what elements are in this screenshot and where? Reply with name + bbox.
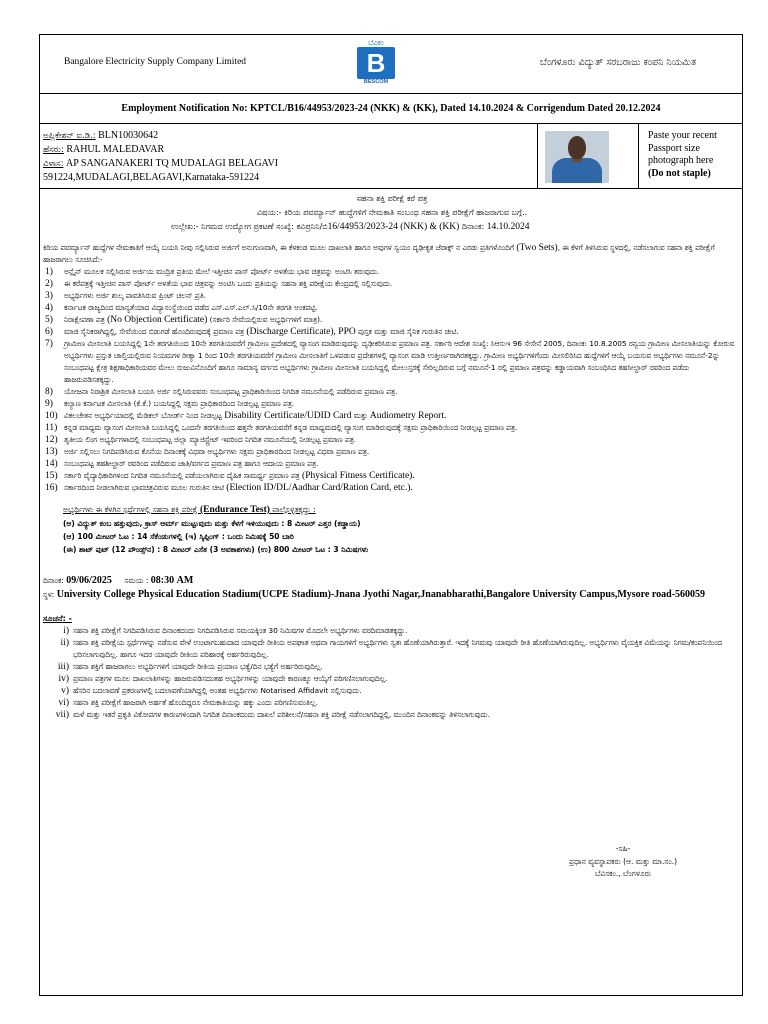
company-name-kannada: ಬೆಂಗಳೂರು ವಿದ್ಯುತ್ ಸರಬರಾಜು ಕಂಪನಿ ನಿಯಮಿತ xyxy=(540,57,696,68)
document-item xyxy=(43,302,741,314)
documents-list xyxy=(43,266,741,494)
letter-body xyxy=(43,192,741,721)
document-item xyxy=(43,290,741,302)
document-item xyxy=(43,314,741,326)
document-item xyxy=(43,338,741,386)
item-text: ಅಭ್ಯರ್ಥಿಗಳು ಅರ್ಜಿ ಶುಲ್ಕ ಪಾವತಿಸಿರುವ ಪ್ರಿಂಟ್ ಚಲನ್ ಪ್ರತಿ. xyxy=(64,291,206,300)
item-text: ಈ ಕರೆಪತ್ರಕ್ಕೆ ಇತ್ತೀಚಿನ ಪಾಸ್ ಪೋರ್ಟ್ ಅಳತೆಯ ಭಾವ ಚಿತ್ರವನ್ನು ಅಂಟಿಸಿ ಒಂದು ಪ್ರತಿಯನ್ನು ಸಹನಾ ಶಕ್ತಿ ಪರೀಕ್ಷೆಯ ಕೇಂದ್ರದಲ್ಲಿ ಸಲ್ಲಿಸುವುದು. xyxy=(64,279,393,288)
item-text: ಸಂಬಂಧಪಟ್ಟ ತಹಶೀಲ್ದಾರ್ ರವರಿಂದ ಪಡೆದಿರುವ ಜಾತಿ/ವರ್ಗದ ಪ್ರಮಾಣ ಪತ್ರ ಹಾಗೂ ಆದಾಯ ಪ್ರಮಾಣ ಪತ್ರ. xyxy=(64,459,319,468)
name-value: RAHUL MALEDAVAR xyxy=(66,144,165,155)
item-number: 8) xyxy=(45,387,53,397)
application-id-label: ಅಪ್ಲಿಕೇಶನ್ ಐ.ಡಿ.: xyxy=(43,131,96,141)
signature-block xyxy=(518,843,728,881)
letter-intro xyxy=(43,242,741,266)
item-text-english: (Physical Fitness Certificate). xyxy=(302,471,415,481)
note-number: i) xyxy=(63,626,69,636)
document-item xyxy=(43,446,741,458)
note-item xyxy=(43,637,741,661)
item-text-english: Audiometry Report. xyxy=(369,411,447,421)
signatory-organization: ಬೆವಿಸಕಂ., ಬೆಂಗಳೂರು xyxy=(594,869,652,878)
document-item xyxy=(43,434,741,446)
note-text: ಪ್ರಮಾಣ ಪತ್ರಗಳ ಮೂಲ ದಾಖಲಾತಿಗಳನ್ನು ಹಾಜರುಪಡಿಸದಂತಹ ಅಭ್ಯರ್ಥಿಗಳನ್ನು ಯಾವುದೇ ಕಾರಣಕ್ಕೂ ಆಯ್ಕೆಗೆ ಪರಿಗಣಿಸಲಾಗುವುದಿಲ್ಲ. xyxy=(73,674,388,683)
item-text: ಪುಸ್ತಕ ಮತ್ತು ಮಾಜಿ ಸೈನಿಕ ಗುರುತಿನ ಚೀಟಿ. xyxy=(355,327,459,336)
note-item xyxy=(43,685,741,697)
item-text: ಕಲ್ಯಾಣ ಕರ್ನಾಟಕ ಮೀಸಲಾತಿ (ಕೆ.ಕೆ.) ಬಯಸಿದ್ದಲ್ಲಿ ಸಕ್ಷಮ ಪ್ರಾಧಿಕಾರದಿಂದ ನೀಡಲ್ಪಟ್ಟ ಪ್ರಮಾಣ ಪತ್ರ. xyxy=(64,399,295,408)
note-number: iv) xyxy=(58,674,69,684)
endurance-heading-text: ಅಭ್ಯರ್ಥಿಗಳು ಈ ಕೆಳಗಿನ ಸ್ಪರ್ಧೆಗಳಲ್ಲಿ ಸಹನಾ ಶಕ್ತಿ ಪರೀಕ್ಷೆ xyxy=(63,505,200,514)
company-name-english: Bangalore Electricity Supply Company Limited xyxy=(64,57,247,67)
item-number: 3) xyxy=(45,291,53,301)
document-item xyxy=(43,410,741,422)
photo-instructions-cell xyxy=(638,124,742,188)
item-number: 16) xyxy=(45,483,58,493)
item-text: ಮತ್ತು xyxy=(351,411,370,420)
test-time: 08:30 AM xyxy=(150,575,194,586)
note-number: vii) xyxy=(55,710,69,720)
name-row xyxy=(43,143,278,157)
signatory-designation: ಪ್ರಧಾನ ವ್ಯವಸ್ಥಾಪಕರು (ಆ. ಮತ್ತು ಮಾ.ಸಂ.) xyxy=(568,856,678,866)
item-text: ಕರ್ನಾಟಕ ರಾಜ್ಯದಿಂದ ಮಾನ್ಯತೆಯಾದ ವಿದ್ಯಾಸಂಸ್ಥೆಯಿಂದ ಪಡೆದ ಎಸ್.ಎಸ್.ಎಲ್.ಸಿ/10ನೇ ತರಗತಿ ಅಂಕಪಟ್ಟಿ. xyxy=(64,303,318,312)
note-number: vi) xyxy=(58,698,69,708)
document-item xyxy=(43,326,741,338)
letter-subject: ವಿಷಯ:- ಕಿರಿಯ ಪವರ್ಮ್ಯಾನ್ ಹುದ್ದೆಗಳಿಗೆ ನೇಮಕಾತಿ ಸಂಬಂಧ ಸಹನಾ ಶಕ್ತಿ ಪರೀಕ್ಷೆಗೆ ಹಾಜರಾಗುವ ಬಗ್ಗೆ.. xyxy=(256,208,528,217)
item-number: 15) xyxy=(45,471,58,481)
item-number: 6) xyxy=(45,327,53,337)
photo-instructions xyxy=(648,130,717,180)
bescom-logo xyxy=(356,39,396,87)
item-text: ನಿರಾಕ್ಷೇಪಣಾ ಪತ್ರ xyxy=(64,315,108,324)
item-number: 11) xyxy=(45,423,58,433)
note-text: ಸಹನಾ ಶಕ್ತಿ ಪರೀಕ್ಷೆಯ ಸ್ಪರ್ಧೆಗಳನ್ನು ನಡೆಸುವ ವೇಳೆ ಉಂಟಾಗಬಹುದಾದ ಯಾವುದೇ ರೀತಿಯ ಅಪಘಾತ ಅಥವಾ ಗಾಯಗಳಿಗೆ ಅಭ್ಯರ್ಥಿಗಳು ಸ್ವತಃ ಹೊಣೆಯಾಗಿರುತ್ತಾರೆ. ಇದಕ್ಕೆ ನಿಗಮವು ಯಾವುದೇ ರೀತಿ ಹೊಣೆಯಾಗಿರುವುದಿಲ್ಲ. ಅಭ್ಯರ್ಥಿಗಳು ವೈಯಕ್ತಿಕ ವಿಮೆಯನ್ನು ನಿಗಮ/ಕಂಪನಿಯಿಂದ ಭರಿಸಲಾಗುವುದಿಲ್ಲ. ಹಾಗೂ ಇದರ ಯಾವುದೇ ರೀತಿಯ ಪರಿಹಾರಕ್ಕೆ ಅರ್ಹರಿರುವುದಿಲ್ಲ. xyxy=(73,638,723,659)
endurance-test-section xyxy=(43,503,741,556)
letter-reference xyxy=(171,220,768,234)
endurance-test-label: (Endurance Test) xyxy=(199,505,270,515)
signature-sd: -ಸಹಿ- xyxy=(615,844,631,853)
document-item xyxy=(43,386,741,398)
document-item xyxy=(43,422,741,434)
item-number: 2) xyxy=(45,279,53,289)
intro-text: ಕಿರಿಯ ಪವರ್ಮ್ಯಾನ್ ಹುದ್ದೆಗಳ ನೇಮಕಾತಿಗೆ ಆಯ್ಕೆ ಬಯಸಿ ನೀವು ಸಲ್ಲಿಸಿರುವ ಅರ್ಜಿಗೆ ಅನುಗುಣವಾಗಿ, ಈ ಕೆಳಕಂಡ ಮೂಲ ದಾಖಲಾತಿ ಹಾಗೂ ಅವುಗಳ ಸ್ವಯಂ ದೃಢೀಕೃತ ಜೆರಾಕ್ಸ್ xyxy=(43,243,454,252)
photo-cell xyxy=(537,124,638,188)
note-item xyxy=(43,673,741,685)
reference-date: 14.10.2024 xyxy=(486,222,530,232)
address-line-1: AP SANGANAKERI TQ MUDALAGI BELAGAVI xyxy=(65,158,279,169)
item-text: ಅರ್ಜಿ ಸಲ್ಲಿಸಲು ನಿಗದಿಪಡಿಸಿರುವ ಕೊನೆಯ ದಿನಾಂಕಕ್ಕೆ ವಿಧವಾ ಅಭ್ಯರ್ಥಿಗಳು ಸಕ್ಷಮ ಪ್ರಾಧಿಕಾರದಿಂದ ನೀಡಲ್ಪಟ್ಟ ವಿಧವಾ ಪ್ರಮಾಣ ಪತ್ರ. xyxy=(64,447,370,456)
venue-label: ಸ್ಥಳ: xyxy=(43,590,57,599)
reference-number: 16/44953/2023-24 (NKK) & (KK) xyxy=(327,222,460,232)
name-label: ಹೆಸರು: xyxy=(43,145,64,155)
address-line-2: 591224,MUDALAGI,BELAGAVI,Karnataka-591224 xyxy=(43,172,260,183)
note-text: ಸಹನಾ ಶಕ್ತಿ ಪರೀಕ್ಷೆಗೆ ಹಾಜರಾಗಿ ಅರ್ಹತೆ ಹೊಂದಿದ್ದರೂ ನೇಮಕಾತಿಯನ್ನು ಹಕ್ಕು ಎಂದು ಪರಿಗಣಿಸುವಂತಿಲ್ಲ. xyxy=(73,698,318,707)
reference-kannada: ಉಲ್ಲೇಖ:- ನಿಗಮದ ಉದ್ಯೋಗ ಪ್ರಕಟಣೆ ಸಂಖ್ಯೆ: ಕವಿಪ್ರನಿನಿ/ಬಿ xyxy=(171,222,328,231)
endurance-heading xyxy=(63,503,741,517)
time-label: ಸಮಯ : xyxy=(124,576,151,585)
item-number: 4) xyxy=(45,303,53,313)
date-time-row xyxy=(43,574,741,588)
note-item xyxy=(43,625,741,637)
item-text: ಅನ್ಲೈನ್ ಮೂಲಕ ಸಲ್ಲಿಸಿರುವ ಅರ್ಜಿಯ ಮುದ್ರಿತ ಪ್ರತಿಯ ಮೇಲೆ ಇತ್ತೀಚಿನ ಪಾಸ್ ಪೋರ್ಟ್ ಅಳತೆಯ ಭಾವ ಚಿತ್ರವನ್ನು ಅಂಟಿಸಿ ತರುವುದು. xyxy=(64,267,380,276)
intro-text: ನ ಎರಡು ಪ್ರತಿಗಳೊಂದಿಗೆ xyxy=(455,243,517,252)
note-text: ಹೆಸರಿನ ಬದಲಾವಣೆ ಪ್ರಕರಣಗಳಲ್ಲಿ ಬದಲಾವಣೆಯಾಗಿದ್ದಲ್ಲಿ ಅಂತಹ ಅಭ್ಯರ್ಥಿಗಳು Notarised Affidavit ಸಲ್ಲಿಸುವುದು. xyxy=(73,686,362,695)
logo-kannada-text: ಬೆವಿಕಂ xyxy=(368,39,384,47)
reference-date-label: ದಿನಾಂಕ: xyxy=(459,222,487,231)
document-item xyxy=(43,482,741,494)
item-text-english: (Election ID/DL/Aadhar Card/Ration Card, etc.). xyxy=(226,483,413,493)
test-schedule xyxy=(43,574,741,602)
endurance-event-line: (ಆ) 100 ಮೀಟರ್ ಓಟ : 14 ಸೆಕೆಂಡುಗಳಲ್ಲಿ (ಇ) ಸ್ಕಿಪ್ಪಿಂಗ್ : ಒಂದು ನಿಮಿಷಕ್ಕೆ 50 ಬಾರಿ xyxy=(63,532,294,541)
endurance-event-line: (ಈ) ಶಾಟ್ ಪುಟ್ (12 ಪೌಂಡ್ಸ್‌ನ) : 8 ಮೀಟರ್ ಎಸೆತ (3 ಅವಕಾಶಗಳು) (ಉ) 800 ಮೀಟರ್ ಓಟ : 3 ನಿಮಿಷಗಳು xyxy=(63,545,369,554)
note-item xyxy=(43,697,741,709)
item-number: 10) xyxy=(45,411,58,421)
date-label: ದಿನಾಂಕ: xyxy=(43,576,67,585)
do-not-staple-note: (Do not staple) xyxy=(648,167,711,179)
logo-mark: B xyxy=(357,47,395,79)
item-text: ಸರ್ಕಾರಿ ವೈದ್ಯಾಧಿಕಾರಿಗಳಿಂದ ನಿಗದಿತ ನಮೂನೆಯಲ್ಲಿ ಪಡೆಯಲಾಗಿರುವ ದೈಹಿಕ ಸಾಮರ್ಥ್ಯ ಪ್ರಮಾಣ ಪತ್ರ xyxy=(64,471,303,480)
notification-number: Employment Notification No: KPTCL/B16/44953/2023-24 (NKK) & (KK), Dated 14.10.2024 & Corrigendum Dated 20.12.2024 xyxy=(40,93,742,123)
item-number: 5) xyxy=(45,315,53,325)
item-text: ಸರ್ಕಾರದಿಂದ ನೀಡಲಾಗಿರುವ ಭಾವಚಿತ್ರವಿರುವ ಮೂಲ ಗುರುತಿನ ಚೀಟಿ xyxy=(64,483,227,492)
note-number: v) xyxy=(61,686,69,696)
item-text-english: (Discharge Certificate), PPO xyxy=(246,327,356,337)
note-item xyxy=(43,661,741,673)
item-number: 12) xyxy=(45,435,58,445)
document-item xyxy=(43,278,741,290)
item-text: ಯೋಜನಾ ನಿರಾಶ್ರಿತ ಮೀಸಲಾತಿ ಬಯಸಿ ಅರ್ಜಿ ಸಲ್ಲಿಸಿರುವವರು ಸಂಬಂಧಪಟ್ಟ ಪ್ರಾಧಿಕಾರಿಯಿಂದ ನಿಗದಿತ ನಮೂನೆಯಲ್ಲಿ ಪಡೆದಿರುವ ಪ್ರಮಾಣ ಪತ್ರ. xyxy=(64,387,398,396)
test-date: 09/06/2025 xyxy=(66,575,112,586)
applicant-photo xyxy=(545,131,609,183)
note-text: ಸಹನಾ ಶಕ್ತಿಗೆ ಹಾಜರಾಗಲು ಅಭ್ಯರ್ಥಿಗಳಿಗೆ ಯಾವುದೇ ರೀತಿಯ ಪ್ರಯಾಣ ಭತ್ಯೆ/ದಿನ ಭತ್ಯೆಗೆ ಅರ್ಹರಿರುವುದಿಲ್ಲ. xyxy=(73,662,323,671)
intro-text: , ಈ ಕೆಳಗೆ ತಿಳಿಸಿರುವ ಸ್ಥಳದಲ್ಲಿ, ನಡೆಸಲಾಗುವ ಸಹನಾ ಶಕ್ತಿ ಪರೀಕ್ಷೆಗೆ ಹಾಜರಾಗಲು ಸೂಚಿಸಿದೆ:- xyxy=(43,243,715,264)
document-item xyxy=(43,398,741,410)
item-number: 1) xyxy=(45,267,53,277)
item-number: 14) xyxy=(45,459,58,469)
venue-row xyxy=(43,588,741,602)
notes-list xyxy=(43,625,741,721)
applicant-info xyxy=(40,123,742,189)
item-text-english: Disability Certificate/UDID Card xyxy=(224,411,352,421)
intro-two-sets: (Two Sets) xyxy=(516,243,558,253)
item-number: 7) xyxy=(45,339,53,349)
logo-caption: BESCOM xyxy=(363,79,389,85)
photo-head xyxy=(568,136,586,159)
item-text: ಗ್ರಾಮೀಣ ಮೀಸಲಾತಿ ಬಯಸಿದ್ದಲ್ಲಿ 1ನೇ ತರಗತಿಯಿಂದ 10ನೇ ತರಗತಿಯವರೆಗೆ ಗ್ರಾಮೀಣ ಪ್ರದೇಶದಲ್ಲಿ ವ್ಯಾಸಂಗ ಮಾಡಿರುವುದನ್ನು ದೃಢೀಕರಿಸಿರುವ ಪ್ರಮಾಣ ಪತ್ರ. ಸರ್ಕಾರಿ ಆದೇಶ ಸಂಖ್ಯೆ: ಸಿಆಸುಇ 96 ಸೇಸೇನೆ 2005, ದಿನಾಂಕ: 10.8.2005 ರನ್ವಯ ಗ್ರಾಮೀಣ ಮೀಸಲಾತಿಯನ್ನು ಕೋರುವ ಅಭ್ಯರ್ಥಿಗಳು ಪ್ರಸ್ತುತ ಚಾಲ್ತಿಯಲ್ಲಿರುವ ನಿಯಮಗಳ ರೀತ್ಯಾ 1 ರಿಂದ 10ನೇ ತರಗತಿಯವರೆಗೆ ಗ್ರಾಮೀಣ ಮೀಸಲಾತಿಗೆ ಒಳಪಡುವ ಪ್ರದೇಶಗಳಲ್ಲಿ ವ್ಯಾಸಂಗ ಮಾಡಿ ಉತ್ತೀರ್ಣರಾಗಿರತಕ್ಕದ್ದು. ಗ್ರಾಮೀಣ ಅಭ್ಯರ್ಥಿಗಳಿಗೆಂದು ಮೀಸಲಿರಿಸಿದ ಹುದ್ದೆಗಳಿಗೆ ಆಯ್ಕೆ ಬಯಸುವ ಅಭ್ಯರ್ಥಿಗಳು ನಮೂನೆ-2ನ್ನು ಸಂಬಂಧಪಟ್ಟ ಕ್ಷೇತ್ರ ಶಿಕ್ಷಣಾಧಿಕಾರಿಯವರ ಮೇಲು ರುಜುವಿನೊಂದಿಗೆ ಹಾಗೂ ಸಾಮಾನ್ಯ ವರ್ಗದ ಅಭ್ಯರ್ಥಿಗಳು ಗ್ರಾಮೀಣ ಮೀಸಲಾತಿ ಬಯಸಿದ್ದಲ್ಲಿ ಮೇಲುಸ್ತರಕ್ಕೆ ಸೇರಿಲ್ಲದಿರುವ ಬಗ್ಗೆ ನಮೂನೆ-1 ರಲ್ಲಿ ಪ್ರಮಾಣ ಪತ್ರವನ್ನು ಕಡ್ಡಾಯವಾಗಿ ಸಂಬಂಧಿಸಿದ ತಹಸೀಲ್ದಾರ್ ರವರಿಂದ ಪಡೆದು ಹಾಜರುಪಡಿಸತಕ್ಕದ್ದು. xyxy=(64,339,735,384)
endurance-heading-text: ಪಾಲ್ಗೊಳ್ಳತಕ್ಕದ್ದು : xyxy=(269,505,316,514)
call-letter-document xyxy=(39,34,743,996)
note-number: ii) xyxy=(60,638,69,648)
document-item xyxy=(43,266,741,278)
photo-instruction-line: Passport size xyxy=(648,142,700,154)
item-number: 9) xyxy=(45,399,53,409)
photo-instruction-line: photograph here xyxy=(648,155,714,166)
note-text: ಸಹನಾ ಶಕ್ತಿ ಪರೀಕ್ಷೆಗೆ ನಿಗದಿಪಡಿಸಿರುವ ದಿನಾಂಕದಂದು ನಿಗದಿಪಡಿಸಿರುವ ಸಮಯಕ್ಕಿಂತ 30 ನಿಮಿಷಗಳ ಮೊದಲೇ ಅಭ್ಯರ್ಥಿಗಳು ವರದಿಮಾಡತಕ್ಕದ್ದು. xyxy=(73,626,408,635)
application-id-value: BLN10030642 xyxy=(98,130,159,141)
application-id-row xyxy=(43,129,278,143)
item-text-english: (No Objection Certificate) xyxy=(107,315,208,325)
applicant-details xyxy=(43,129,278,184)
item-text: ಕನ್ನಡ ಮಾಧ್ಯಮ ವ್ಯಾಸಂಗ ಮೀಸಲಾತಿ ಬಯಸಿದ್ದಲ್ಲಿ ಒಂದನೇ ತರಗತಿಯಿಂದ ಹತ್ತನೇ ತರಗತಿಯವರೆಗೆ ಕನ್ನಡ ಮಾಧ್ಯಮದಲ್ಲಿ ವ್ಯಾಸಂಗ ಮಾಡಿರುವುದಕ್ಕೆ ಸಕ್ಷಮ ಪ್ರಾಧಿಕಾರಿಯಿಂದ ನೀಡಲ್ಪಟ್ಟ ಪ್ರಮಾಣ ಪತ್ರ. xyxy=(64,423,518,432)
photo-instruction-line: Paste your recent xyxy=(648,130,717,141)
item-text: ಮಾಜಿ ಸೈನಿಕರಾಗಿದ್ದಲ್ಲಿ, ಸೇವೆಯಿಂದ ಬಿಡುಗಡೆ ಹೊಂದಿರುವುದಕ್ಕೆ ಪ್ರಮಾಣ ಪತ್ರ xyxy=(64,327,247,336)
item-number: 13) xyxy=(45,447,58,457)
document-item xyxy=(43,470,741,482)
letterhead xyxy=(40,35,742,93)
note-text: ಮಳೆ ಮತ್ತು ಇತರೆ ಪ್ರಕೃತಿ ವಿಕೋಪಗಳ ಕಾರಣಗಳಿಂದಾಗಿ ನಿಗದಿತ ದಿನಾಂಕದಂದು ದಾಖಲೆ ಪರಿಶೀಲನೆ/ಸಹನಾ ಶಕ್ತಿ ಪರೀಕ್ಷೆ ನಡೆಸಲಾಗದಿದ್ದಲ್ಲಿ, ಮುಂದಿನ ದಿನಾಂಕವನ್ನು ತಿಳಿಸಲಾಗುವುದು. xyxy=(73,710,490,719)
test-venue: University College Physical Education Stadium(UCPE Stadium)-Jnana Jyothi Nagar,Jnanabharathi,Bangalore University Campus,Mysore road-560059 xyxy=(56,589,706,600)
address-row xyxy=(43,157,278,171)
item-text: ವಿಕಲಚೇತನ ಅಭ್ಯರ್ಥಿಯಾದಲ್ಲಿ ಮೆಡಿಕಲ್ ಬೋರ್ಡ್ ನಿಂದ ನೀಡಲ್ಪಟ್ಟ xyxy=(64,411,225,420)
notes-heading: ಸೂಚನೆ: - xyxy=(43,614,72,623)
note-number: iii) xyxy=(57,662,69,672)
item-text: ತೃತೀಯ ಲಿಂಗ ಅಭ್ಯರ್ಥಿಗಳಾದಲ್ಲಿ ಸಂಬಂಧಪಟ್ಟ ಜಿಲ್ಲಾ ಮ್ಯಾಜಿಸ್ಟ್ರೇಟ್ ಇವರಿಂದ ನಿಗದಿತ ನಮೂನೆಯಲ್ಲಿ ನೀಡಲ್ಪಟ್ಟ ಪ್ರಮಾಣ ಪತ್ರ. xyxy=(64,435,357,444)
address-label: ವಿಳಾಸ: xyxy=(43,159,64,169)
item-text: (ಸರ್ಕಾರಿ ಸೇವೆಯಲ್ಲಿರುವ ಅಭ್ಯರ್ಥಿಗಳಿಗೆ ಮಾತ್ರ). xyxy=(207,315,323,324)
note-item xyxy=(43,709,741,721)
letter-title: ಸಹನಾ ಶಕ್ತಿ ಪರೀಕ್ಷೆ ಕರೆ ಪತ್ರ xyxy=(356,194,428,203)
document-item xyxy=(43,458,741,470)
endurance-event-line: (ಅ) ವಿದ್ಯುತ್ ಕಂಬ ಹತ್ತುವುದು, ಕ್ರಾಸ್ ಆರ್ಮ್ ಮುಟ್ಟುವುದು ಮತ್ತು ಕೆಳಗೆ ಇಳಿಯುವುದು : 8 ಮೀಟರ್ ಎತ್ತರ (ಕಡ್ಡಾಯ) xyxy=(63,519,361,528)
